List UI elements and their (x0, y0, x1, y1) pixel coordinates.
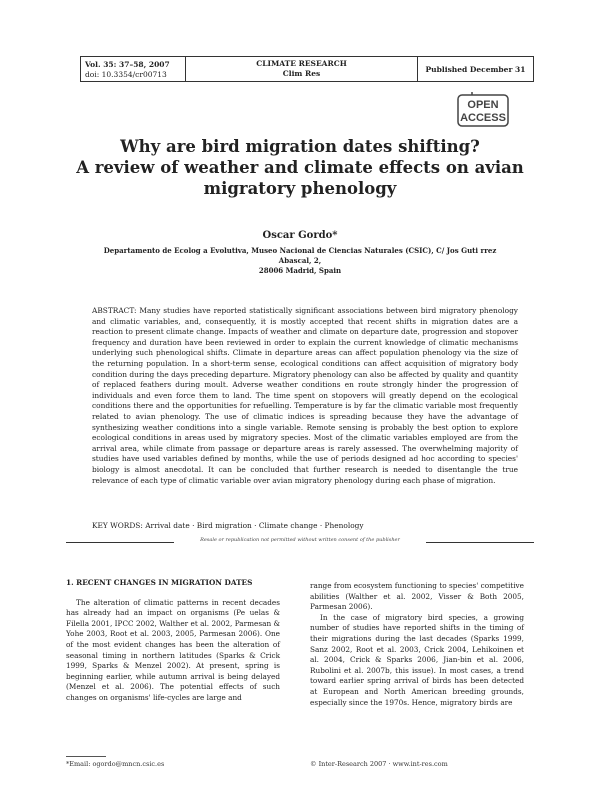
journal-abbrev: Clim Res (282, 69, 321, 78)
paper-title (60, 136, 540, 199)
title-line-1: Why are bird migration dates shifting? (120, 137, 480, 156)
affiliation-line-1: Departamento de Ecolog a Evolutiva, Museo Nacional de Ciencias Naturales (CSIC), C/ Jos Guti rrez Abascal, 2, (103, 246, 497, 265)
paragraph: range from ecosystem functioning to species' competitive abilities (Walther et al. 2002, Visser & Both 2005, Parmesan 2006). (310, 581, 524, 612)
volume-info: Vol. 35: 37–58, 2007 (85, 60, 170, 69)
author-email[interactable]: *Email: ogordo@mncn.csic.es (66, 760, 165, 768)
published-date: Published December 31 (418, 56, 534, 82)
open-access-line2: ACCESS (460, 112, 506, 124)
rule-left (66, 542, 174, 543)
copyright: © Inter-Research 2007 · www.int-res.com (310, 760, 448, 768)
volume-box (80, 56, 186, 82)
author-name: Oscar Gordo* (262, 230, 338, 241)
keywords: KEY WORDS: Arrival date · Bird migration · Climate change · Phenology (92, 521, 364, 530)
affiliation-line-2: 28006 Madrid, Spain (258, 266, 342, 275)
section-heading: 1. RECENT CHANGES IN MIGRATION DATES (66, 578, 253, 587)
paragraph: In the case of migratory bird species, a growing number of studies have reported shifts in the timing of their migrations during the last decades (Sparks 1999, Sanz 2002, Root et al. 2003, Crick 2004, Lehikoinen et al. 2004, Crick & Sparks 2006, Jian-bin et al. 2006, Rubolini et al. 2007b, this issue). In most cases, a trend toward earlier spring arrival of birds has been detected at European and North American breeding grounds, especially since the 1970s. Hence, migratory birds are (310, 612, 524, 707)
footnote-rule (66, 756, 106, 757)
column-left (66, 578, 280, 704)
rule-right (426, 542, 534, 543)
doi[interactable]: doi: 10.3354/cr00713 (85, 70, 167, 79)
open-access-icon (456, 92, 510, 128)
title-line-3: migratory phenology (203, 179, 397, 198)
title-line-2: A review of weather and climate effects on avian (76, 158, 524, 177)
paragraph: The alteration of climatic patterns in recent decades has already had an impact on organisms (Pe uelas & Filella 2001, IPCC 2002, Walther et al. 2002, Parmesan & Yohe 2003, Root et al. 2003, 2005, Parmesan 2006). One of the most evident changes has been the alteration of seasonal timing in northern latitudes (Sparks & Crick 1999, Sparks & Menzel 2002). At present, spring is beginning earlier, while autumn arrival is being delayed (Menzel et al. 2006). The potential effects of such changes on organisms' life-cycles are large and (66, 597, 280, 702)
affiliation (90, 246, 510, 276)
column-right (310, 581, 524, 708)
journal-name: CLIMATE RESEARCH (256, 59, 347, 68)
republication-notice: Resale or republication not permitted without written consent of the publisher (200, 537, 400, 543)
abstract: ABSTRACT: Many studies have reported statistically significant associations between bird migratory phenology and climatic variables, and, consequently, it is mostly accepted that recent shifts in migration dates are a reaction to present climate change. Impacts of weather and climate on departure date, progression and stopover frequency and duration have been reviewed in order to explain the current knowledge of climatic mechanisms underlying such phenological shifts. Climate in departure areas can affect population phenology via the size of the returning population. In a short-term sense, ecological conditions can affect acquisition of migratory body condition during the days preceding departure. Migratory phenology can also be affected by quality and quantity of replaced feathers during moult. Adverse weather conditions en route strongly hinder the progression of individuals and even force them to land. The time spent on stopovers will greatly depend on the ecological conditions there and the opportunities for refuelling. Temperature is by far the climatic variable most frequently related to avian phenology. The use of climatic indices is spreading because they have the advantage of synthesizing weather conditions into a single variable. Remote sensing is probably the best option to explore ecological conditions in areas used by migratory species. Most of the climatic variables employed are from the arrival area, while climate from passage or departure areas is rarely assessed. The overwhelming majority of studies have used variables defined by months, while the use of periods designed ad hoc according to species' biology is almost anecdotal. It can be concluded that further research is needed to disentangle the true relevance of each type of climatic variable over avian migratory phenology during each phase of migration. (92, 306, 518, 485)
journal-box (186, 56, 418, 82)
open-access-line1: OPEN (467, 99, 499, 111)
